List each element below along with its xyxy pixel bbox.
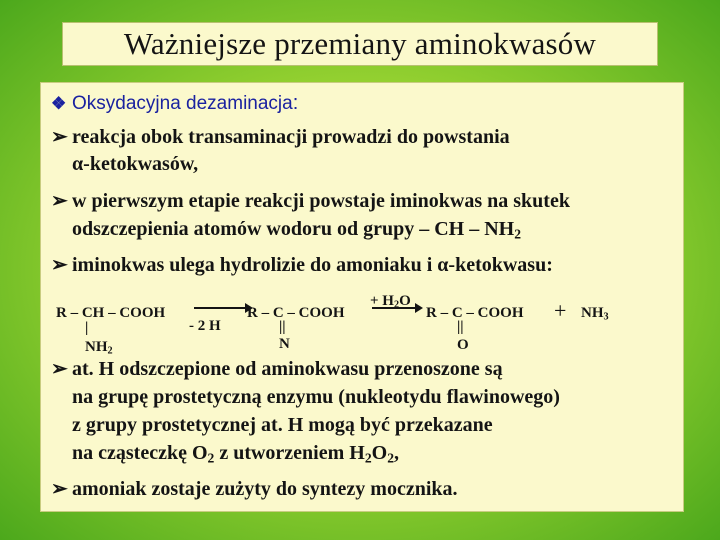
bullet-4-cont-3 [72,441,399,465]
section-heading-colon: : [292,92,299,114]
bullet-2 [51,189,570,213]
bullet-4-cont-1 [72,385,560,409]
arrow-bullet-icon: ➢ [51,358,68,380]
bullet-4-cont-2 [72,413,493,437]
bullet-4-text: at. H odszczepione od aminokwasu przenoszone są [72,358,503,380]
bullet-2-text: w pierwszym etapie reakcji powstaje iminokwas na skutek [72,190,570,212]
bullet-2-text-2: odszczepienia atomów wodoru od grupy – CH – NH [72,218,515,240]
keto-acid-formula: R – C – COOH [426,305,524,321]
h2-sub: 2 [364,450,372,466]
bullet-3 [51,253,553,277]
imino-n: N [279,336,290,352]
bullet-1 [51,125,510,149]
amino-acid-bond: | [85,320,89,336]
bullet-4-text-4a: na cząsteczkę O [72,442,208,464]
keto-o: O [457,337,469,353]
imino-acid-formula: R – C – COOH [247,305,345,321]
minus-2h-label: - 2 H [189,318,221,334]
slide-title: Ważniejsze przemiany aminokwasów [123,26,597,61]
bullet-1-text: reakcja obok transaminacji prowadzi do powstania [72,126,510,148]
arrow-bullet-icon: ➢ [51,478,68,500]
arrow-bullet-icon: ➢ [51,254,68,276]
amino-acid-nh2: $NH_2$ [85,339,113,357]
bullet-4-text-2: na grupę prostetyczną enzymu (nukleotydu flawinowego) [72,386,560,408]
bullet-5-text: amoniak zostaje zużyty do syntezy mocznika. [72,478,458,500]
slide-title-box [62,22,658,66]
bullet-4 [51,357,503,381]
plus-sign: + [554,298,567,323]
o2-sub-2: 2 [387,450,394,466]
bullet-4-text-4d: , [393,442,399,464]
bullet-2-cont [72,217,521,241]
plus-h2o-label: + $H_2O$ [370,293,411,311]
section-heading-line [51,91,298,116]
section-heading: Oksydacyjna dezaminacja [72,93,293,114]
arrow-bullet-icon: ➢ [51,190,68,212]
amino-acid-formula: R – CH – COOH [56,305,166,321]
reaction-arrow-1-icon [193,301,253,315]
arrow-bullet-icon: ➢ [51,126,68,148]
reaction-arrow-2-icon [371,301,423,315]
bullet-4-text-4b: z utworzeniem H [214,442,365,464]
keto-double-bond: || [457,319,464,335]
bullet-2-sub: 2 [514,226,522,242]
ammonia-formula: $NH_3$ [581,305,609,323]
bullet-1-cont [72,152,198,176]
bullet-3-text: iminokwas ulega hydrolizie do amoniaku i α-ketokwasu: [72,254,553,276]
o2-sub: 2 [207,450,215,466]
bullet-5 [51,477,458,501]
bullet-1-text-2: α-ketokwasów, [72,153,199,175]
bullet-4-text-3: z grupy prostetycznej at. H mogą być przekazane [72,414,493,436]
diamond-bullet-icon: ❖ [51,94,67,113]
imino-double-bond: || [279,319,286,335]
content-box [40,82,684,512]
bullet-4-text-4c: O [371,442,388,464]
